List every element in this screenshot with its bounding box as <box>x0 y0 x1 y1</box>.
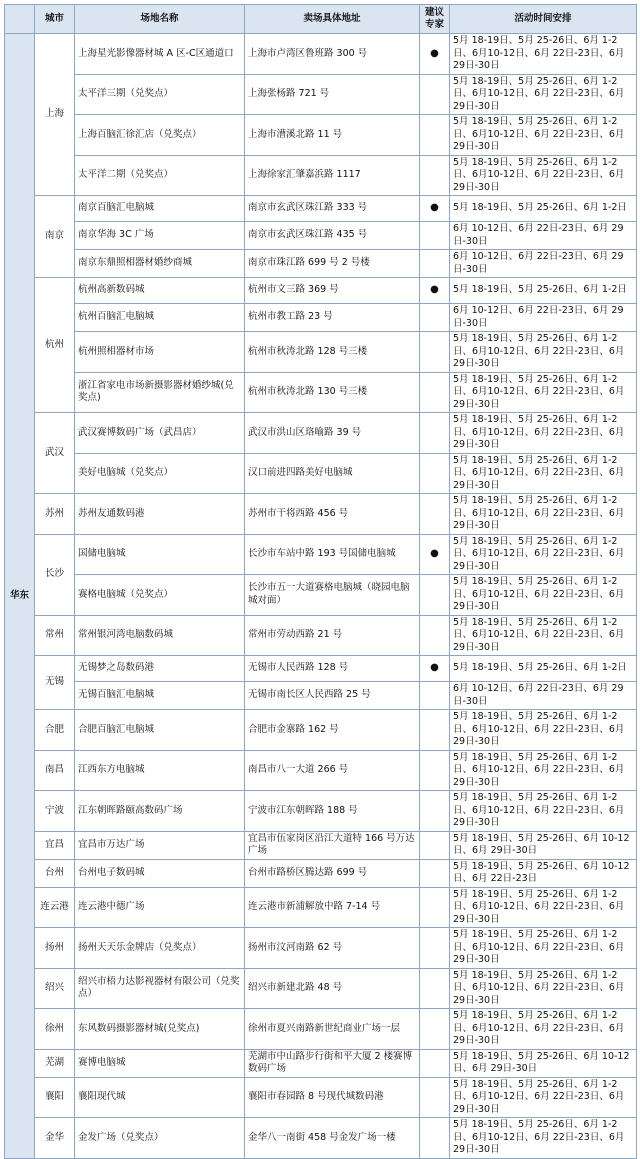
schedule-cell: 5月 18-19日、5月 25-26日、6月 1-2日、6月10-12日、6月 22日-23日、6月 29日-30日 <box>450 1118 637 1159</box>
venue-cell: 宜昌市万达广场 <box>75 831 245 859</box>
header-address: 卖场具体地址 <box>245 5 420 34</box>
expert-cell <box>420 791 450 832</box>
table-row <box>5 791 637 832</box>
expert-cell <box>420 1118 450 1159</box>
schedule-cell: 6月 10-12日、6月 22日-23日、6月 29日-30日 <box>450 304 637 332</box>
address-cell: 无锡市南长区人民西路 25 号 <box>245 682 420 710</box>
table-row <box>5 222 637 250</box>
header-schedule: 活动时间安排 <box>450 5 637 34</box>
table-row <box>5 928 637 969</box>
address-cell: 芜湖市中山路步行街和平大厦 2 楼赛博数码广场 <box>245 1049 420 1077</box>
venue-cell: 武汉赛博数码广场（武昌店） <box>75 413 245 454</box>
venue-schedule-table <box>4 4 637 1159</box>
schedule-cell: 5月 18-19日、5月 25-26日、6月 10-12日、6月 29日-30日 <box>450 831 637 859</box>
schedule-cell: 5月 18-19日、5月 25-26日、6月 1-2日 <box>450 656 637 682</box>
address-cell: 长沙市车站中路 193 号国储电脑城 <box>245 534 420 575</box>
address-cell: 连云港市新浦解放中路 7-14 号 <box>245 887 420 928</box>
city-cell: 杭州 <box>35 278 75 413</box>
table-body <box>5 34 637 1159</box>
table-row <box>5 831 637 859</box>
expert-cell <box>420 750 450 791</box>
table-row <box>5 1049 637 1077</box>
address-cell: 上海市漕溪北路 11 号 <box>245 115 420 156</box>
expert-cell <box>420 928 450 969</box>
expert-cell: ● <box>420 34 450 75</box>
address-cell: 金华八一南街 458 号金发广场一楼 <box>245 1118 420 1159</box>
address-cell: 上海徐家汇肇嘉浜路 1117 <box>245 155 420 196</box>
schedule-cell: 5月 18-19日、5月 25-26日、6月 1-2日、6月10-12日、6月 22日-23日、6月 29日-30日 <box>450 1009 637 1050</box>
expert-cell <box>420 372 450 413</box>
schedule-cell: 5月 18-19日、5月 25-26日、6月 1-2日、6月10-12日、6月 22日-23日、6月 29日-30日 <box>450 34 637 75</box>
header-city: 城市 <box>35 5 75 34</box>
schedule-cell: 5月 18-19日、5月 25-26日、6月 1-2日、6月10-12日、6月 22日-23日、6月 29日-30日 <box>450 710 637 751</box>
city-cell: 长沙 <box>35 534 75 615</box>
schedule-cell: 5月 18-19日、5月 25-26日、6月 1-2日、6月10-12日、6月 22日-23日、6月 29日-30日 <box>450 887 637 928</box>
address-cell: 合肥市金寨路 162 号 <box>245 710 420 751</box>
venue-cell: 江东朝晖路颐高数码广场 <box>75 791 245 832</box>
schedule-cell: 5月 18-19日、5月 25-26日、6月 1-2日、6月10-12日、6月 22日-23日、6月 29日-30日 <box>450 968 637 1009</box>
table-row <box>5 372 637 413</box>
expert-cell <box>420 250 450 278</box>
venue-cell: 赛博电脑城 <box>75 1049 245 1077</box>
expert-cell: ● <box>420 534 450 575</box>
venue-cell: 南京华海 3C 广场 <box>75 222 245 250</box>
schedule-cell: 5月 18-19日、5月 25-26日、6月 1-2日、6月10-12日、6月 22日-23日、6月 29日-30日 <box>450 74 637 115</box>
venue-cell: 赛格电脑城（兑奖点） <box>75 575 245 616</box>
schedule-cell: 5月 18-19日、5月 25-26日、6月 1-2日、6月10-12日、6月 22日-23日、6月 29日-30日 <box>450 615 637 656</box>
venue-cell: 无锡梦之岛数码港 <box>75 656 245 682</box>
city-cell: 金华 <box>35 1118 75 1159</box>
table-row <box>5 494 637 535</box>
table-row <box>5 887 637 928</box>
address-cell: 杭州市秋涛北路 128 号三楼 <box>245 332 420 373</box>
venue-cell: 襄阳现代城 <box>75 1077 245 1118</box>
city-cell: 合肥 <box>35 710 75 751</box>
expert-cell <box>420 413 450 454</box>
schedule-cell: 5月 18-19日、5月 25-26日、6月 1-2日、6月10-12日、6月 22日-23日、6月 29日-30日 <box>450 372 637 413</box>
address-cell: 常州市劳动西路 21 号 <box>245 615 420 656</box>
venue-cell: 苏州友通数码港 <box>75 494 245 535</box>
expert-cell <box>420 1009 450 1050</box>
expert-cell <box>420 155 450 196</box>
table-row <box>5 534 637 575</box>
city-cell: 连云港 <box>35 887 75 928</box>
city-cell: 常州 <box>35 615 75 656</box>
expert-cell: ● <box>420 656 450 682</box>
city-cell: 芜湖 <box>35 1049 75 1077</box>
address-cell: 南京市珠江路 699 号 2 号楼 <box>245 250 420 278</box>
table-row <box>5 968 637 1009</box>
expert-cell <box>420 304 450 332</box>
expert-cell <box>420 710 450 751</box>
venue-cell: 连云港中德广场 <box>75 887 245 928</box>
expert-cell <box>420 615 450 656</box>
table-row <box>5 1118 637 1159</box>
city-cell: 无锡 <box>35 656 75 710</box>
city-cell: 上海 <box>35 34 75 196</box>
header-row <box>5 5 637 34</box>
table-row <box>5 859 637 887</box>
city-cell: 南昌 <box>35 750 75 791</box>
header-expert: 建议专家 <box>420 5 450 34</box>
venue-cell: 杭州百脑汇电脑城 <box>75 304 245 332</box>
expert-cell <box>420 575 450 616</box>
schedule-cell: 6月 10-12日、6月 22日-23日、6月 29日-30日 <box>450 222 637 250</box>
venue-cell: 南京东鼎照相器材婚纱商城 <box>75 250 245 278</box>
venue-cell: 浙江省家电市场新摄影器材婚纱城(兑奖点) <box>75 372 245 413</box>
table-row <box>5 750 637 791</box>
table-row <box>5 575 637 616</box>
table-row <box>5 304 637 332</box>
city-cell: 绍兴 <box>35 968 75 1009</box>
schedule-cell: 5月 18-19日、5月 25-26日、6月 1-2日、6月10-12日、6月 22日-23日、6月 29日-30日 <box>450 332 637 373</box>
table-row <box>5 710 637 751</box>
address-cell: 长沙市五一大道赛格电脑城（晓园电脑城对面） <box>245 575 420 616</box>
address-cell: 杭州市教工路 23 号 <box>245 304 420 332</box>
address-cell: 徐州市夏兴南路新世纪商业广场一层 <box>245 1009 420 1050</box>
schedule-cell: 5月 18-19日、5月 25-26日、6月 1-2日 <box>450 196 637 222</box>
venue-cell: 扬州天天乐金牌店（兑奖点） <box>75 928 245 969</box>
table-row <box>5 74 637 115</box>
expert-cell <box>420 494 450 535</box>
city-cell: 宜昌 <box>35 831 75 859</box>
table-row <box>5 413 637 454</box>
expert-cell <box>420 1049 450 1077</box>
schedule-cell: 5月 18-19日、5月 25-26日、6月 1-2日 <box>450 278 637 304</box>
venue-cell: 金发广场（兑奖点） <box>75 1118 245 1159</box>
address-cell: 上海张杨路 721 号 <box>245 74 420 115</box>
venue-cell: 常州银河湾电脑数码城 <box>75 615 245 656</box>
address-cell: 绍兴市新建北路 48 号 <box>245 968 420 1009</box>
table-row <box>5 615 637 656</box>
city-cell: 徐州 <box>35 1009 75 1050</box>
table-row <box>5 250 637 278</box>
city-cell: 武汉 <box>35 413 75 494</box>
address-cell: 汉口前进四路美好电脑城 <box>245 453 420 494</box>
venue-cell: 美好电脑城（兑奖点） <box>75 453 245 494</box>
expert-cell <box>420 682 450 710</box>
address-cell: 武汉市洪山区珞喻路 39 号 <box>245 413 420 454</box>
schedule-cell: 5月 18-19日、5月 25-26日、6月 1-2日、6月10-12日、6月 22日-23日、6月 29日-30日 <box>450 1077 637 1118</box>
expert-cell: ● <box>420 196 450 222</box>
expert-cell <box>420 453 450 494</box>
city-cell: 台州 <box>35 859 75 887</box>
expert-cell <box>420 115 450 156</box>
venue-cell: 东风数码摄影器材城(兑奖点) <box>75 1009 245 1050</box>
expert-cell <box>420 859 450 887</box>
address-cell: 杭州市文三路 369 号 <box>245 278 420 304</box>
venue-cell: 南京百脑汇电脑城 <box>75 196 245 222</box>
venue-cell: 上海星光影像器材城 A 区-C区通道口 <box>75 34 245 75</box>
address-cell: 南京市玄武区珠江路 435 号 <box>245 222 420 250</box>
schedule-cell: 5月 18-19日、5月 25-26日、6月 1-2日、6月10-12日、6月 22日-23日、6月 29日-30日 <box>450 928 637 969</box>
venue-cell: 杭州照相器材市场 <box>75 332 245 373</box>
venue-cell: 台州电子数码城 <box>75 859 245 887</box>
table-row <box>5 1077 637 1118</box>
table-row <box>5 332 637 373</box>
city-cell: 苏州 <box>35 494 75 535</box>
expert-cell <box>420 1077 450 1118</box>
address-cell: 上海市卢湾区鲁班路 300 号 <box>245 34 420 75</box>
address-cell: 南昌市八一大道 266 号 <box>245 750 420 791</box>
expert-cell <box>420 968 450 1009</box>
schedule-cell: 5月 18-19日、5月 25-26日、6月 1-2日、6月10-12日、6月 22日-23日、6月 29日-30日 <box>450 494 637 535</box>
venue-cell: 无锡百脑汇电脑城 <box>75 682 245 710</box>
venue-cell: 太平洋三期（兑奖点） <box>75 74 245 115</box>
address-cell: 襄阳市春园路 8 号现代城数码港 <box>245 1077 420 1118</box>
schedule-cell: 5月 18-19日、5月 25-26日、6月 1-2日、6月10-12日、6月 22日-23日、6月 29日-30日 <box>450 534 637 575</box>
expert-cell <box>420 332 450 373</box>
venue-cell: 江西东方电脑城 <box>75 750 245 791</box>
venue-cell: 杭州高新数码城 <box>75 278 245 304</box>
city-cell: 宁波 <box>35 791 75 832</box>
venue-cell: 上海百脑汇徐汇店（兑奖点） <box>75 115 245 156</box>
table-row <box>5 656 637 682</box>
schedule-cell: 5月 18-19日、5月 25-26日、6月 1-2日、6月10-12日、6月 22日-23日、6月 29日-30日 <box>450 413 637 454</box>
schedule-cell: 6月 10-12日、6月 22日-23日、6月 29日-30日 <box>450 682 637 710</box>
table-row <box>5 34 637 75</box>
table-row <box>5 682 637 710</box>
address-cell: 宜昌市伍家岗区沿江大道特 166 号万达广场 <box>245 831 420 859</box>
venue-cell: 合肥百脑汇电脑城 <box>75 710 245 751</box>
table-row <box>5 155 637 196</box>
table-row <box>5 1009 637 1050</box>
table-row <box>5 115 637 156</box>
header-region <box>5 5 35 34</box>
address-cell: 台州市路桥区腾达路 699 号 <box>245 859 420 887</box>
address-cell: 宁波市江东朝晖路 188 号 <box>245 791 420 832</box>
schedule-cell: 5月 18-19日、5月 25-26日、6月 1-2日、6月10-12日、6月 22日-23日、6月 29日-30日 <box>450 453 637 494</box>
city-cell: 襄阳 <box>35 1077 75 1118</box>
expert-cell: ● <box>420 278 450 304</box>
address-cell: 扬州市汶河南路 62 号 <box>245 928 420 969</box>
schedule-cell: 5月 18-19日、5月 25-26日、6月 10-12日、6月 29日-30日 <box>450 1049 637 1077</box>
schedule-cell: 5月 18-19日、5月 25-26日、6月 1-2日、6月10-12日、6月 22日-23日、6月 29日-30日 <box>450 155 637 196</box>
expert-cell <box>420 74 450 115</box>
city-cell: 南京 <box>35 196 75 278</box>
schedule-cell: 5月 18-19日、5月 25-26日、6月 1-2日、6月10-12日、6月 22日-23日、6月 29日-30日 <box>450 750 637 791</box>
expert-cell <box>420 887 450 928</box>
table-row <box>5 278 637 304</box>
venue-cell: 绍兴市梧力达影视器材有限公司（兑奖点） <box>75 968 245 1009</box>
address-cell: 杭州市秋涛北路 130 号三楼 <box>245 372 420 413</box>
table-row <box>5 196 637 222</box>
city-cell: 扬州 <box>35 928 75 969</box>
schedule-cell: 6月 10-12日、6月 22日-23日、6月 29日-30日 <box>450 250 637 278</box>
venue-cell: 国储电脑城 <box>75 534 245 575</box>
schedule-cell: 5月 18-19日、5月 25-26日、6月 10-12日、6月 22日-23日 <box>450 859 637 887</box>
table-row <box>5 453 637 494</box>
region-cell: 华东 <box>5 34 35 1159</box>
expert-cell <box>420 831 450 859</box>
venue-cell: 太平洋二期（兑奖点） <box>75 155 245 196</box>
schedule-cell: 5月 18-19日、5月 25-26日、6月 1-2日、6月10-12日、6月 22日-23日、6月 29日-30日 <box>450 575 637 616</box>
header-venue: 场地名称 <box>75 5 245 34</box>
address-cell: 无锡市人民西路 128 号 <box>245 656 420 682</box>
expert-cell <box>420 222 450 250</box>
schedule-cell: 5月 18-19日、5月 25-26日、6月 1-2日、6月10-12日、6月 22日-23日、6月 29日-30日 <box>450 791 637 832</box>
address-cell: 苏州市干将西路 456 号 <box>245 494 420 535</box>
schedule-cell: 5月 18-19日、5月 25-26日、6月 1-2日、6月10-12日、6月 22日-23日、6月 29日-30日 <box>450 115 637 156</box>
address-cell: 南京市玄武区珠江路 333 号 <box>245 196 420 222</box>
